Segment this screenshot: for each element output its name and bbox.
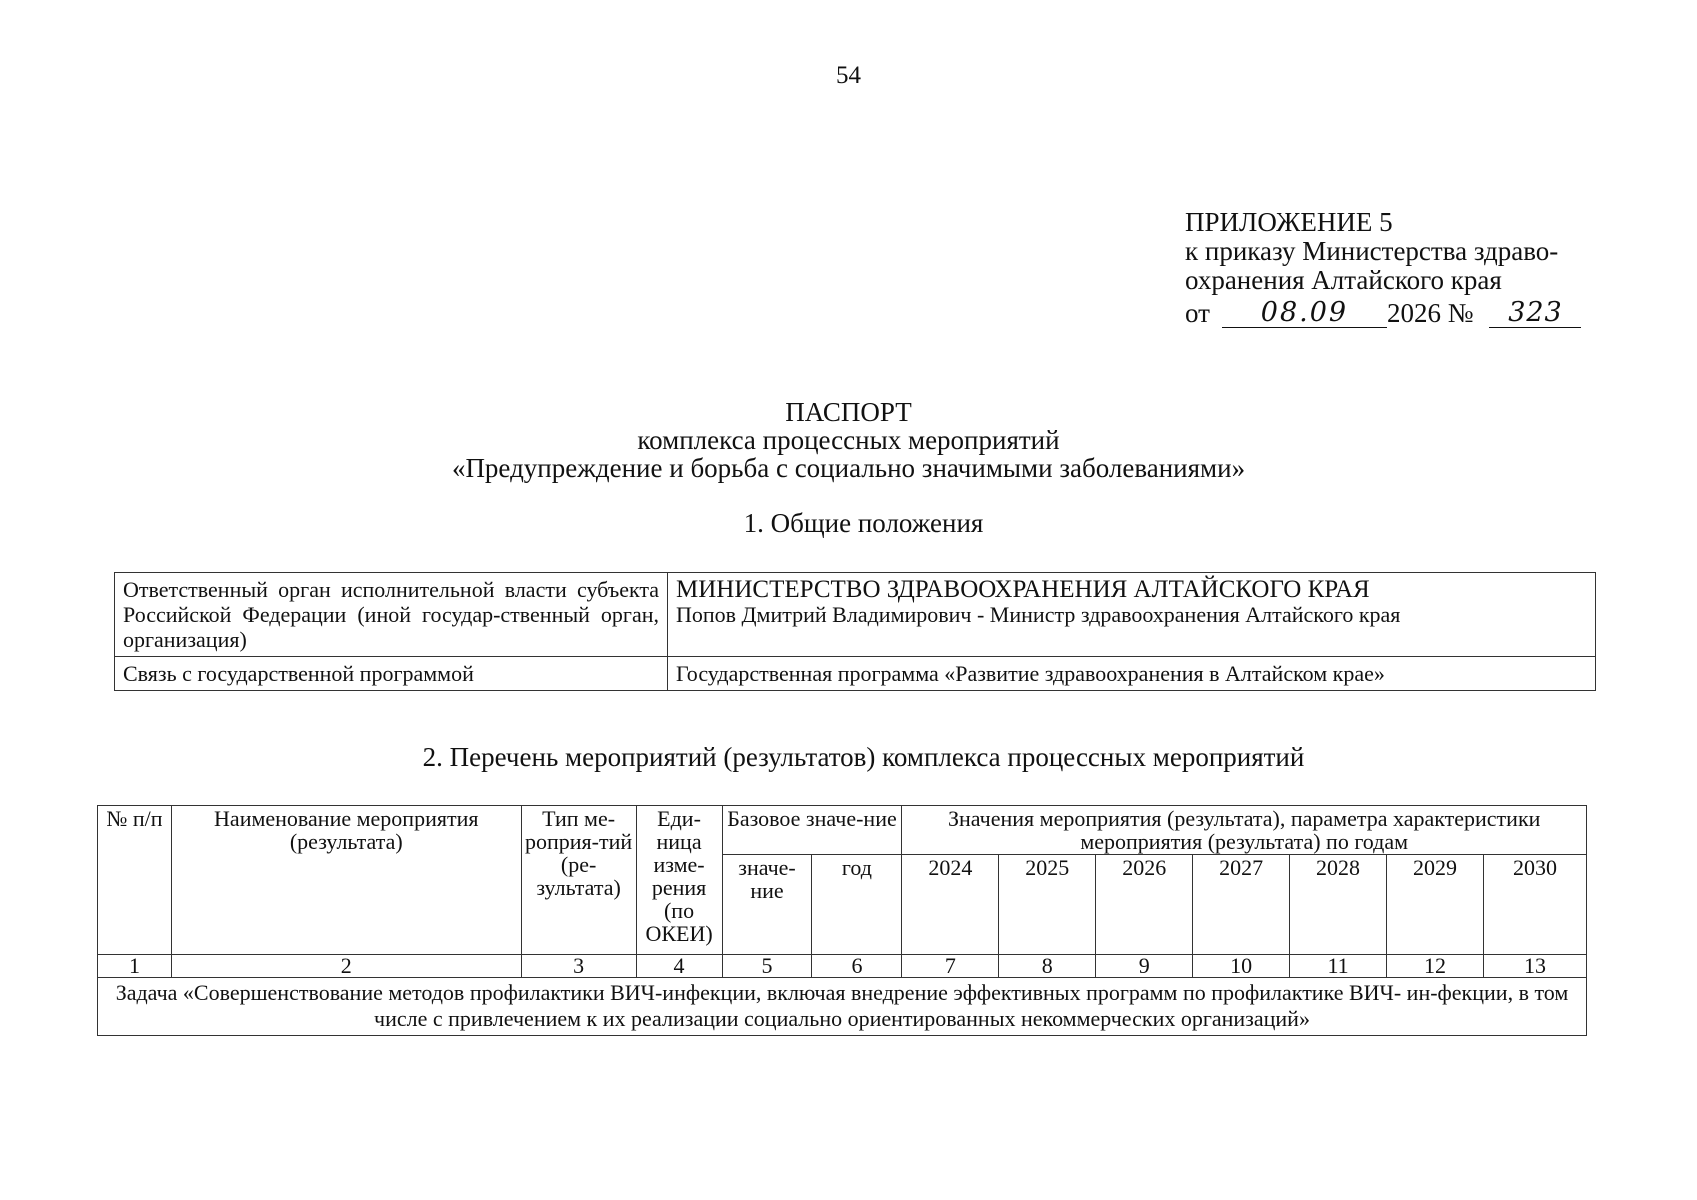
col-header-year: 2030	[1483, 855, 1586, 955]
section-2-heading: 2. Перечень мероприятий (результатов) комплекса процессных мероприятий	[422, 742, 1305, 772]
order-number-field: 323	[1489, 298, 1581, 328]
task-row	[98, 978, 1587, 1036]
minister-name: Попов Дмитрий Владимирович - Министр здравоохранения Алтайского края	[676, 602, 1401, 627]
table-row	[115, 657, 1596, 691]
events-table	[97, 805, 1587, 1036]
appendix-line-2: охранения Алтайского края	[1185, 265, 1502, 295]
appendix-title: ПРИЛОЖЕНИЕ 5	[1185, 207, 1393, 237]
column-number: 8	[999, 955, 1096, 978]
passport-title: ПАСПОРТ	[785, 397, 912, 427]
from-label: от	[1185, 298, 1210, 328]
column-number: 4	[636, 955, 722, 978]
col-header-year: 2027	[1193, 855, 1290, 955]
col-header-year: 2029	[1387, 855, 1484, 955]
col-header-year: 2025	[999, 855, 1096, 955]
column-number: 5	[722, 955, 812, 978]
col-header-type: Тип ме-роприя-тий (ре-зультата)	[521, 806, 636, 955]
column-number: 2	[171, 955, 521, 978]
column-number: 6	[812, 955, 902, 978]
col-header-year: 2024	[902, 855, 999, 955]
general-provisions-table	[114, 572, 1596, 691]
col-header-num: № п/п	[98, 806, 172, 955]
section-1-heading: 1. Общие положения	[743, 508, 984, 538]
column-number: 9	[1096, 955, 1193, 978]
column-number: 13	[1483, 955, 1586, 978]
program-link-value: Государственная программа «Развитие здравоохранения в Алтайском крае»	[668, 657, 1596, 691]
passport-name: «Предупреждение и борьба с социально значимыми заболеваниями»	[451, 453, 1246, 483]
responsible-body-label: Ответственный орган исполнительной власти субъекта Российской Федерации (иной государ-ственный орган, организация)	[115, 573, 668, 657]
column-number-row	[98, 955, 1587, 978]
column-number: 1	[98, 955, 172, 978]
appendix-order-line	[1185, 298, 1581, 328]
page-number: 54	[836, 62, 861, 89]
column-number: 7	[902, 955, 999, 978]
table-row	[115, 573, 1596, 657]
col-header-base-year: год	[812, 855, 902, 955]
program-link-label: Связь с государственной программой	[115, 657, 668, 691]
column-number: 3	[521, 955, 636, 978]
col-header-name: Наименование мероприятия (результата)	[171, 806, 521, 955]
col-header-values: Значения мероприятия (результата), параметра характеристики мероприятия (результата) по годам	[902, 806, 1587, 855]
year-label: 2026 №	[1386, 298, 1474, 328]
appendix-line-1: к приказу Министерства здраво-	[1185, 236, 1559, 266]
order-date-field: 08.09	[1222, 298, 1387, 328]
task-text: Задача «Совершенствование методов профилактики ВИЧ-инфекции, включая внедрение эффективных программ по профилактике ВИЧ- ин-фекции, в том числе с привлечением к их реализации социально ориентированных некоммерческих организаций»	[98, 978, 1587, 1036]
header-row	[98, 806, 1587, 855]
col-header-unit: Еди-ница изме-рения (по ОКЕИ)	[636, 806, 722, 955]
column-number: 11	[1290, 955, 1387, 978]
col-header-base-value: значе-ние	[722, 855, 812, 955]
passport-header	[0, 398, 1697, 482]
appendix-block	[1185, 208, 1581, 328]
col-header-year: 2026	[1096, 855, 1193, 955]
column-number: 10	[1193, 955, 1290, 978]
col-header-year: 2028	[1290, 855, 1387, 955]
responsible-body-value	[668, 573, 1596, 657]
col-header-base: Базовое значе-ние	[722, 806, 902, 855]
passport-subtitle: комплекса процессных мероприятий	[637, 425, 1060, 455]
ministry-name: МИНИСТЕРСТВО ЗДРАВООХРАНЕНИЯ АЛТАЙСКОГО КРАЯ	[676, 576, 1370, 603]
column-number: 12	[1387, 955, 1484, 978]
